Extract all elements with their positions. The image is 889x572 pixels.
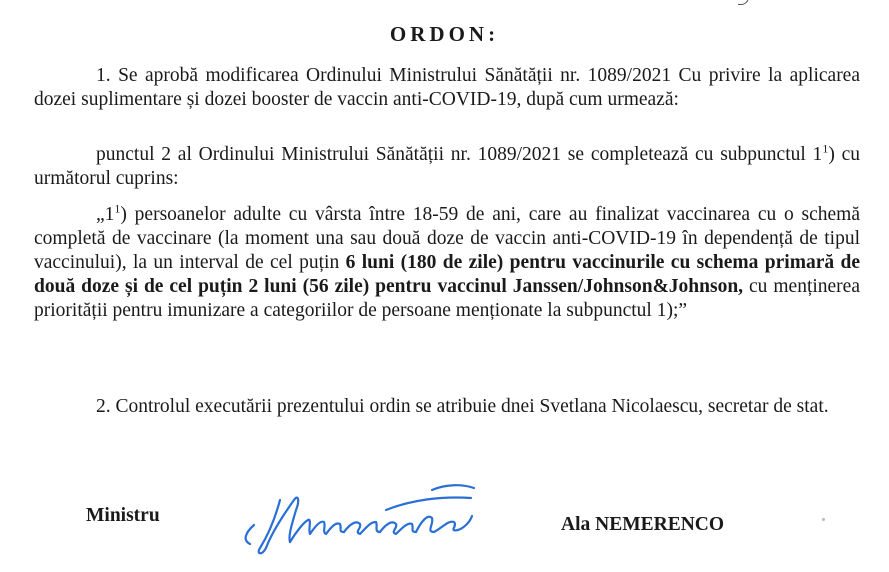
point-1-sub-text-b: ) cu următorul cuprins: (34, 144, 860, 189)
quote-text-b: cu menținerea priorității pentru imunizare a categoriilor de persoane menționate la subpunctul 1);” (34, 276, 860, 321)
quote-text-a: ) persoanelor adulte cu vârsta între 18-59 de ani, care au finalizat vaccinarea cu o schemă completă de vaccinare (la moment una sau două doze de vaccin anti-COVID-19 în dependență de tipul vaccinului), la un interval de cel puțin (34, 204, 860, 273)
minister-name: Ala NEMERENCO (561, 514, 725, 535)
handwritten-signature-icon (236, 470, 486, 565)
point-1-paragraph: 1. Se aprobă modificarea Ordinului Ministrului Sănătății nr. 1089/2021 Cu privire la aplicarea dozei suplimentare și dozei booster de vaccin anti-COVID-19, după cum urmează: (34, 65, 860, 110)
point-1-sub-text-a: punctul 2 al Ordinului Ministrului Sănătății nr. 1089/2021 se completează cu subpunctul 1 (96, 144, 823, 165)
scan-speck (822, 518, 825, 521)
point-1-sub-superscript: 1 (822, 141, 829, 156)
point-2-paragraph: 2. Controlul executării prezentului ordin se atribuie dnei Svetlana Nicolaescu, secretar de stat. (96, 396, 829, 417)
quote-superscript: 1 (114, 201, 121, 216)
minister-role-label: Ministru (86, 505, 160, 526)
quote-open: „1 (96, 204, 115, 225)
point-1-sub-paragraph (34, 143, 860, 191)
quote-bold-text: 6 luni (180 de zile) pentru vaccinurile cu schema primară de două doze și de cel puțin 2 luni (56 zile) pentru vaccinul Janssen/Johnson&Johnson, (34, 252, 860, 297)
document-title: ORDON: (389, 22, 500, 46)
quoted-amendment-paragraph (34, 203, 860, 323)
page-edge-mark (738, 0, 749, 5)
